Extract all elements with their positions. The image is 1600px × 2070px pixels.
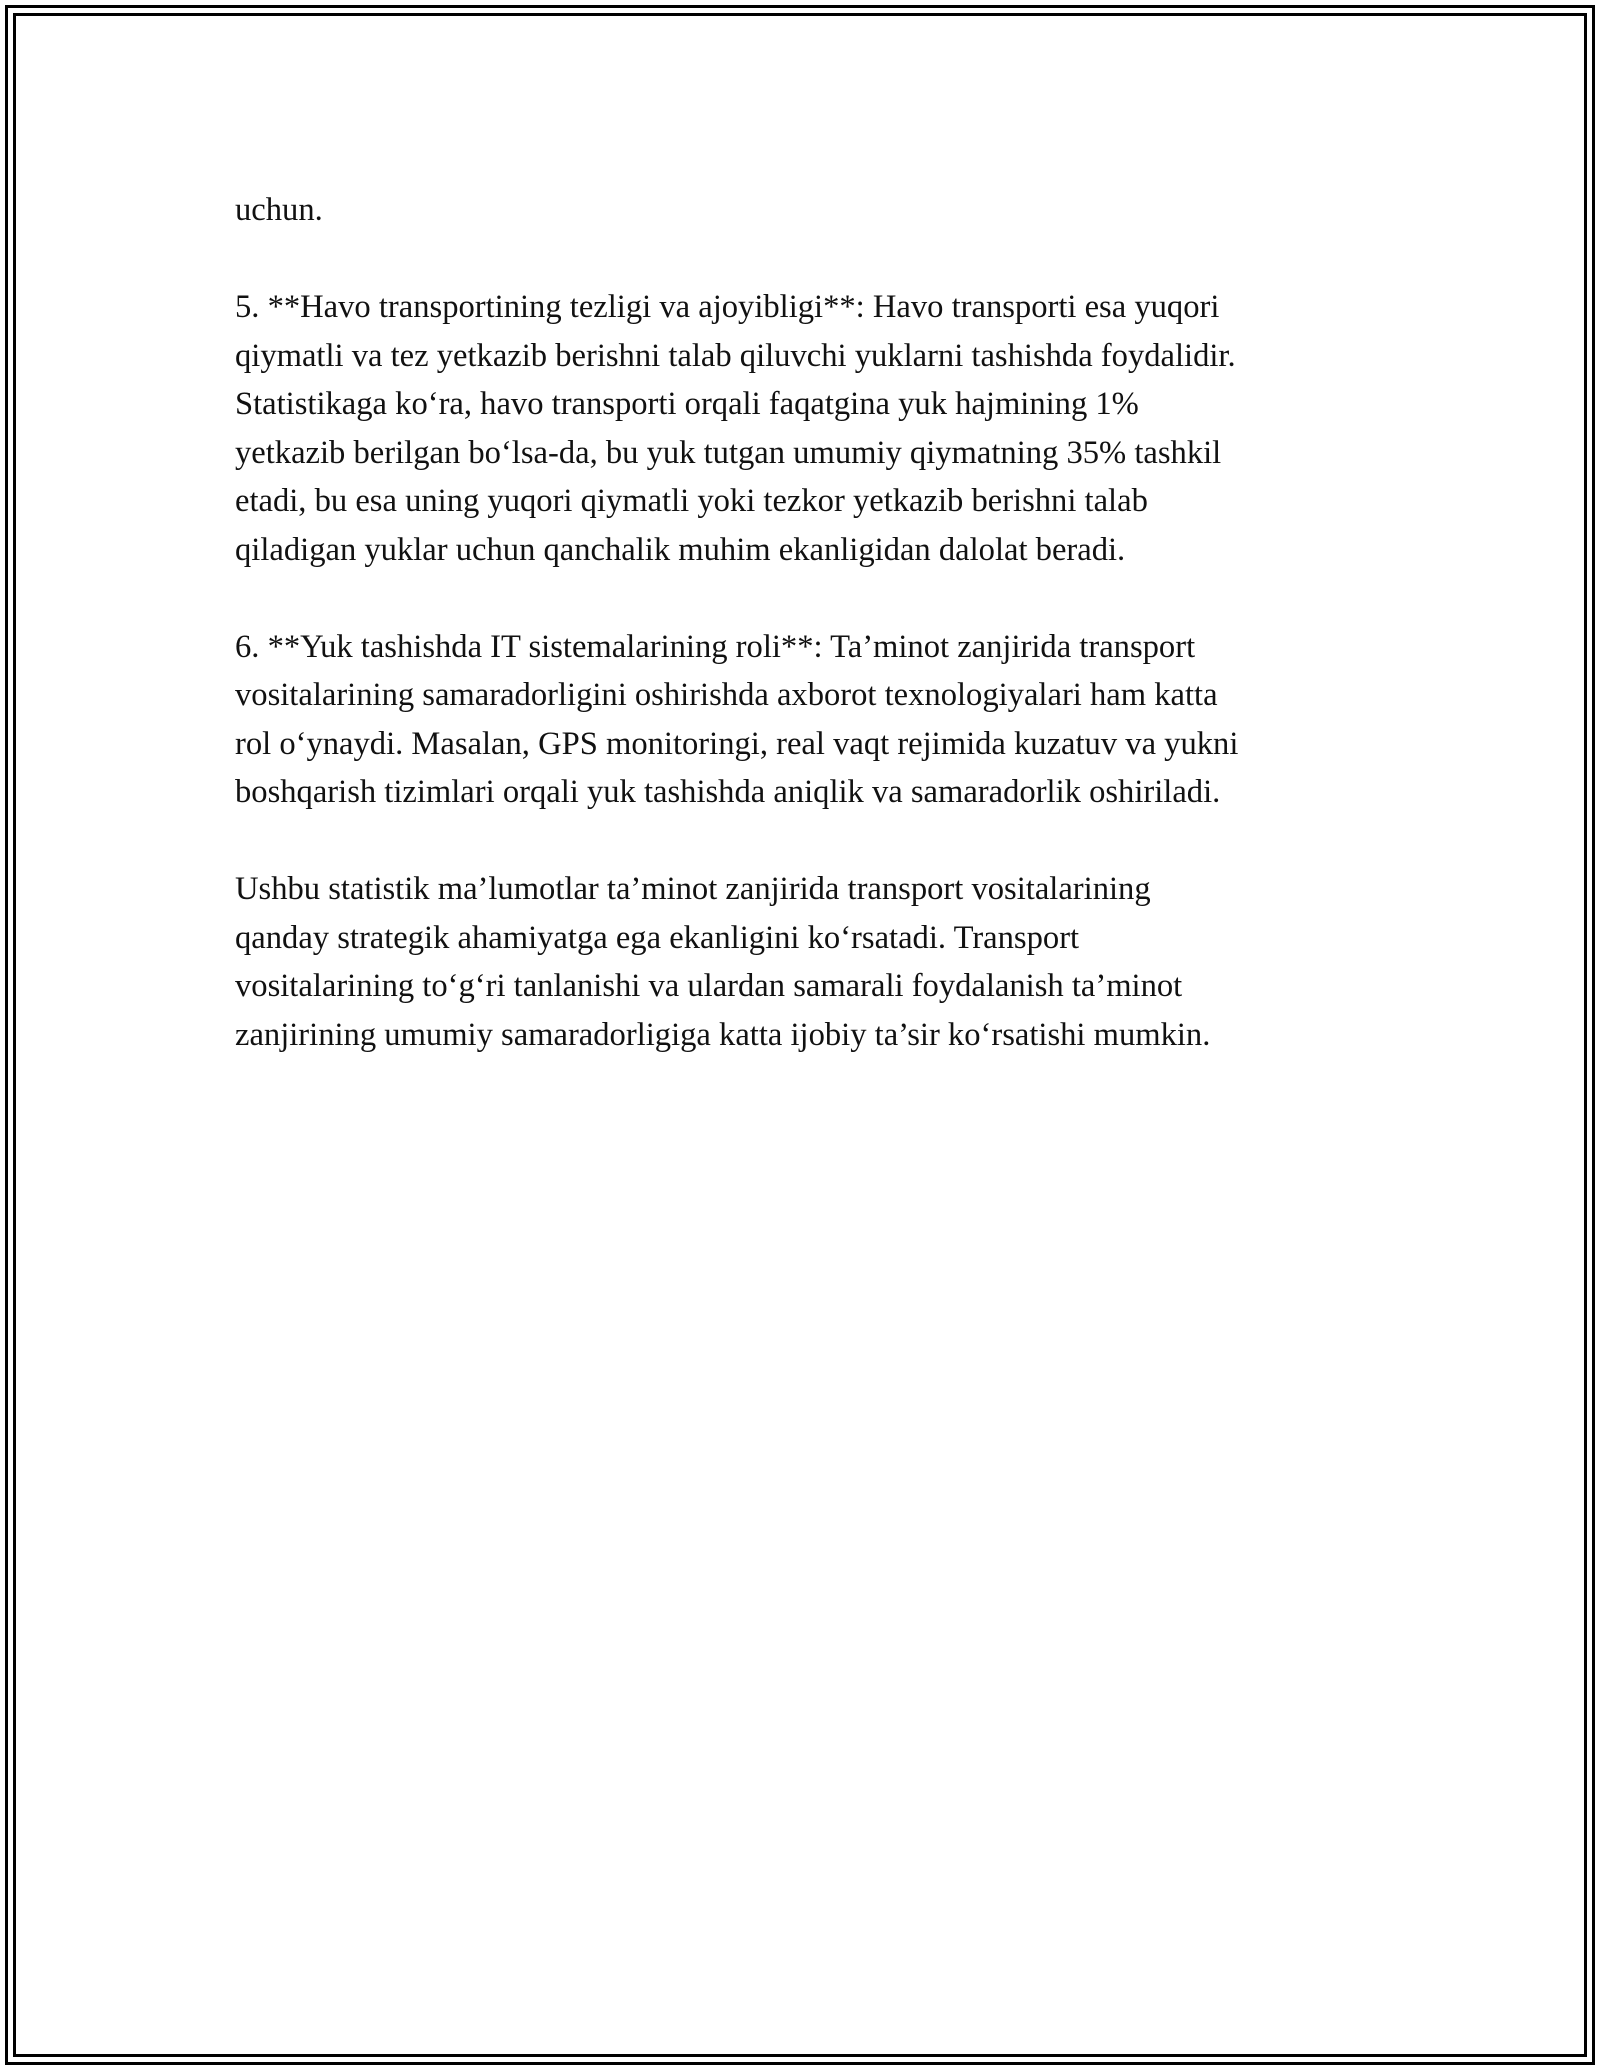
document-body — [235, 186, 1380, 1108]
paragraph-continuation: uchun. — [235, 192, 323, 228]
paragraph-conclusion: Ushbu statistik ma’lumotlar ta’minot zanjirida transport vositalarining qanday strategik ahamiyatga ega ekanligini ko‘rsatadi. Transport vositalarining to‘g‘ri tanlanishi va ulardan samarali foydalanish ta’minot zanjirining umumiy samaradorligiga katta ijobiy ta’sir ko‘rsatishi mumkin. — [235, 871, 1211, 1053]
paragraph-air-transport: 5. **Havo transportining tezligi va ajoyibligi**: Havo transporti esa yuqori qiymatli va tez yetkazib berishni talab qiluvchi yuklarni tashishda foydalidir. Statistikaga ko‘ra, havo transporti orqali faqatgina yuk hajmining 1% yetkazib berilgan bo‘lsa-da, bu yuk tutgan umumiy qiymatning 35% tashkil etadi, bu esa uning yuqori qiymatli yoki tezkor yetkazib berishni talab qiladigan yuklar uchun qanchalik muhim ekanligidan dalolat beradi. — [235, 289, 1236, 568]
paragraph-it-systems: 6. **Yuk tashishda IT sistemalarining roli**: Ta’minot zanjirida transport vositalarining samaradorligini oshirishda axborot texnologiyalari ham katta rol o‘ynaydi. Masalan, GPS monitoringi, real vaqt rejimida kuzatuv va yukni boshqarish tizimlari orqali yuk tashishda aniqlik va samaradorlik oshiriladi. — [235, 628, 1239, 810]
